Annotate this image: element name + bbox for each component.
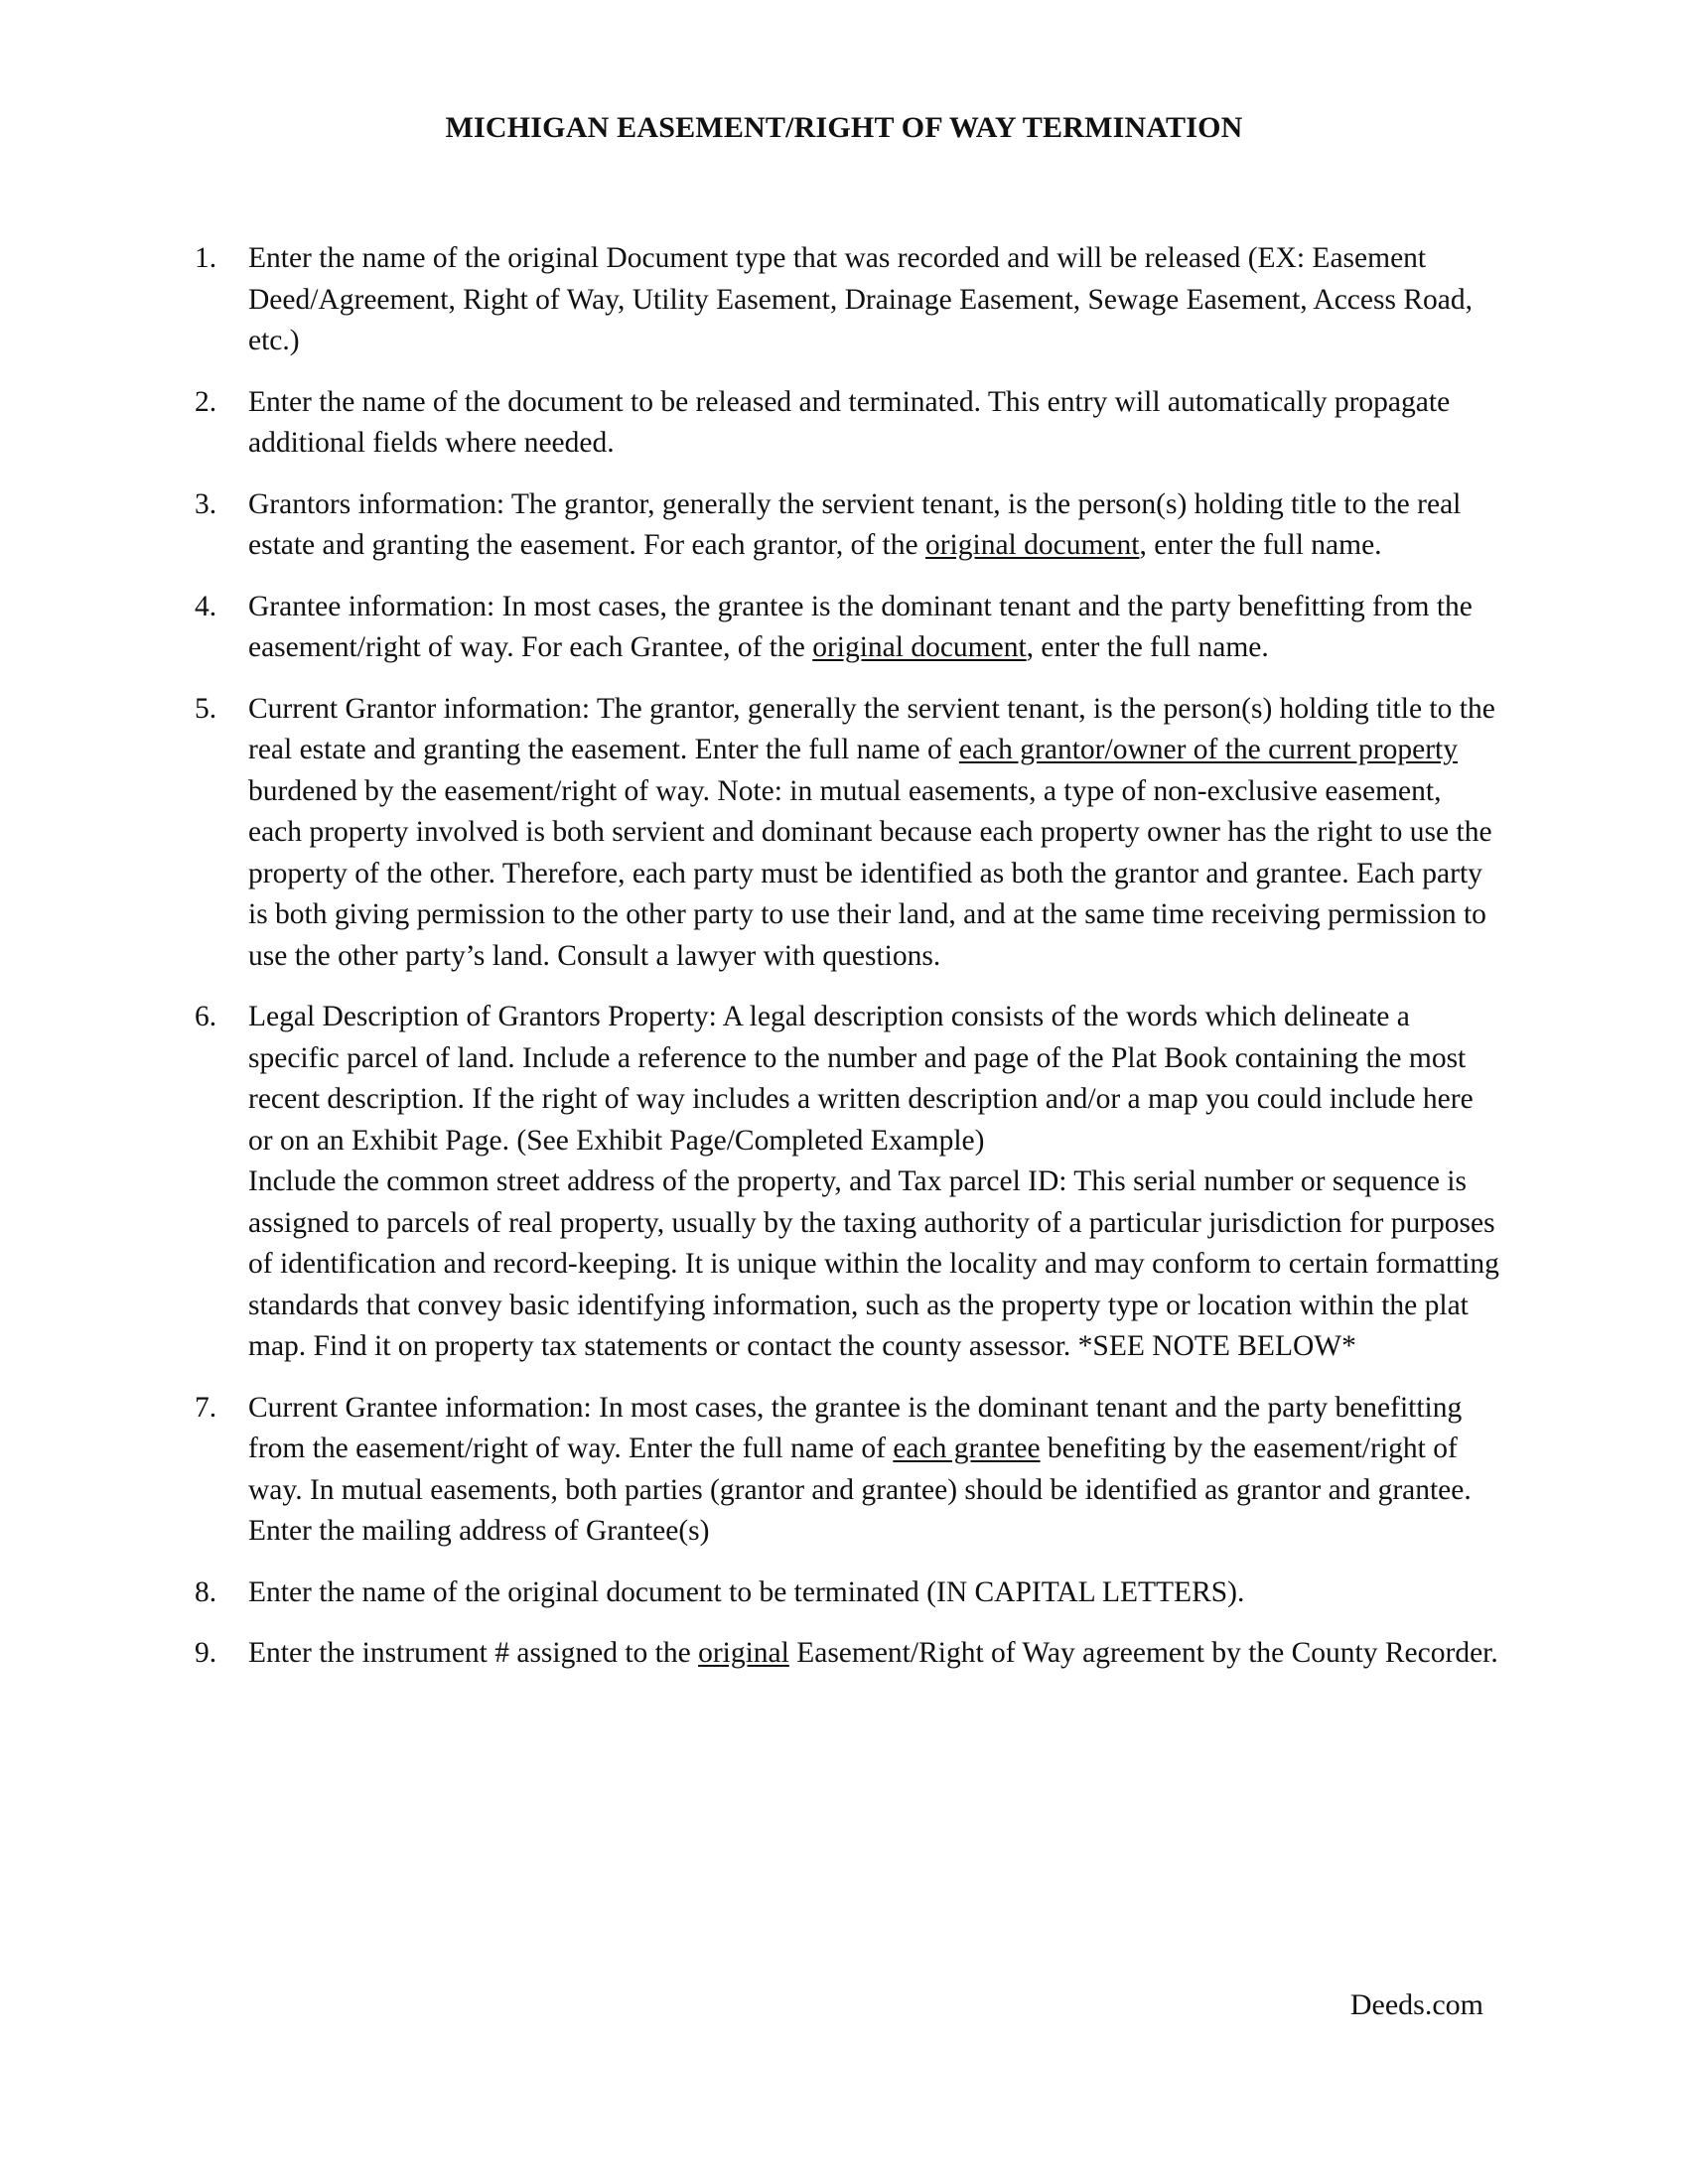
instruction-item-7 xyxy=(0,1388,1499,1553)
instruction-list xyxy=(0,238,1688,1695)
item-text: Easement/Right of Way agreement by the County Recorder. xyxy=(788,1637,1498,1669)
instruction-item-4 xyxy=(0,587,1499,669)
item-text: Enter the instrument # assigned to the xyxy=(248,1637,699,1669)
instruction-item-3 xyxy=(0,484,1499,567)
item-number: 6. xyxy=(195,1001,217,1032)
footer-brand: Deeds.com xyxy=(1349,1988,1483,2021)
item-number: 8. xyxy=(195,1575,217,1608)
item-text: , enter the full name. xyxy=(1026,631,1269,663)
item-number: 7. xyxy=(195,1391,217,1424)
item-text: Enter the name of the original document to be terminated (IN CAPITAL LETTERS). xyxy=(248,1575,1245,1608)
item-number: 9. xyxy=(195,1637,217,1669)
instruction-item-6 xyxy=(0,997,1499,1368)
item-text: Grantors information: The grantor, generally the servient tenant, is the person(s) holding title to the real estate and granting the easement. For each grantor, of the xyxy=(248,487,1462,561)
instruction-item-5 xyxy=(0,689,1499,978)
item-text: Enter the name of the document to be released and terminated. This entry will automatically propagate additional fields where needed. xyxy=(248,385,1451,459)
item-text: Grantee information: In most cases, the grantee is the dominant tenant and the party benefitting from the easement/right of way. For each Grantee, of the xyxy=(248,590,1473,663)
instruction-item-8 xyxy=(0,1572,1499,1614)
item-number: 1. xyxy=(195,242,217,274)
document-title: MICHIGAN EASEMENT/RIGHT OF WAY TERMINATION xyxy=(445,111,1243,144)
item-text: burdened by the easement/right of way. Note: in mutual easements, a type of non-exclusive easement, each property involved is both servient and dominant because each property owner has the right to use the property of the other. Therefore, each party must be identified as both the grantor and grantee. Each party is both giving permission to the other party to use their land, and at the same time receiving permission to use the other party’s land. Consult a lawyer with questions. xyxy=(248,774,1492,972)
underlined-term: original document xyxy=(924,529,1140,561)
underlined-term: each grantee xyxy=(893,1433,1041,1464)
item-text: Legal Description of Grantors Property: A legal description consists of the words which delineate a specific parcel of land. Include a reference to the number and page of the Plat Book containing the most recent description. If the right of way includes a written description and/or a map you could include here or on an Exhibit Page. (See Exhibit Page/Completed Example) xyxy=(248,1001,1474,1157)
item-number: 5. xyxy=(195,692,217,725)
item-number: 3. xyxy=(195,487,217,520)
underlined-term: original document xyxy=(812,631,1027,663)
item-number: 2. xyxy=(195,385,217,418)
item-text: Current Grantor information: The grantor, generally the servient tenant, is the person(s) holding title to the real estate and granting the easement. Enter the full name of xyxy=(248,692,1495,765)
item-text: , enter the full name. xyxy=(1139,529,1382,561)
underlined-term: each grantor/owner of the current property xyxy=(958,734,1458,765)
underlined-term: original xyxy=(698,1637,789,1669)
item-text: benefiting by the easement/right of way. In mutual easements, both parties (grantor and grantee) should be identified as grantor and grantee. Enter the mailing address of Grantee(s) xyxy=(248,1433,1472,1547)
item-text: Enter the name of the original Document type that was recorded and will be released (EX: Easement Deed/Agreement, Right of Way, Utility Easement, Drainage Easement, Sewage Easement, Access Road, etc.) xyxy=(248,242,1473,356)
instruction-item-2 xyxy=(0,382,1499,465)
instruction-item-1 xyxy=(0,238,1499,362)
item-text: Current Grantee information: In most cases, the grantee is the dominant tenant and the party benefitting from the easement/right of way. Enter the full name of xyxy=(248,1391,1463,1464)
instruction-item-9 xyxy=(0,1633,1499,1675)
item-extra-text: Include the common street address of the property, and Tax parcel ID: This serial number or sequence is assigned to parcels of real property, usually by the taxing authority of a particular jurisdiction for purposes of identification and record-keeping. It is unique within the locality and may conform to certain formatting standards that convey basic identifying information, such as the property type or location within the plat map. Find it on property tax statements or contact the county assessor. *SEE NOTE BELOW* xyxy=(248,1165,1499,1362)
item-number: 4. xyxy=(195,590,217,622)
